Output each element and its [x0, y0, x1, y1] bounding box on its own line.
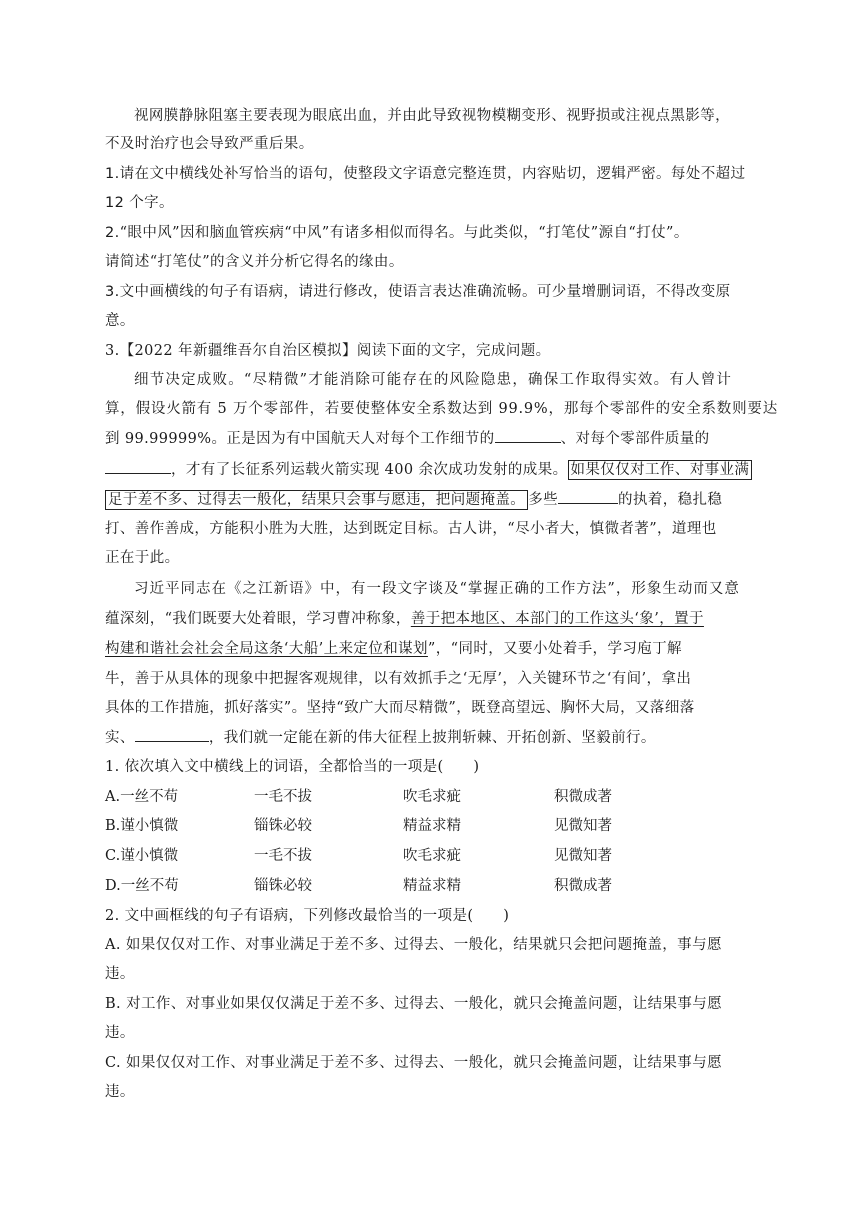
option-word: 积微成著: [554, 878, 612, 894]
option-word: 积微成著: [554, 789, 612, 805]
question-1-cont: 12 个字。: [105, 195, 174, 211]
paragraph2-line: 构建和谐社会社会全局这条‘大船’上来定位和谋划”，“同时，又要小处着手，学习庖丁解: [105, 641, 682, 657]
question-1: 1.请在文中横线处补写恰当的语句，使整段文字语意完整连贯，内容贴切，逻辑严密。每处不超过: [105, 166, 746, 182]
paragraph2-line: 习近平同志在《之江新语》中，有一段文字谈及“掌握正确的工作方法”，形象生动而又意: [134, 581, 740, 597]
paragraph1-line: 算，假设火箭有 5 万个零部件，若要使整体安全系数达到 99.9%，那每个零部件的安全系数则要达: [105, 401, 779, 417]
option-text: A. 如果仅仅对工作、对事业满足于差不多、过得去、一般化，结果就只会把问题掩盖，事与愿: [105, 937, 722, 953]
option-word: 吹毛求疵: [403, 789, 461, 805]
paragraph1-line: ，才有了长征系列运载火箭实现 400 余次成功发射的成果。 如果仅仅对工作、对事业满: [105, 459, 752, 480]
fill-blank-1[interactable]: [495, 428, 561, 443]
option-text: C. 如果仅仅对工作、对事业满足于差不多、过得去、一般化，就只会掩盖问题，让结果事与愿: [105, 1055, 722, 1071]
mc-question-2-stem: 2. 文中画框线的句子有语病，下列修改最恰当的一项是( ): [105, 908, 510, 924]
option-text: 违。: [105, 1025, 135, 1041]
boxed-sentence-part1: 如果仅仅对工作、对事业满: [568, 460, 753, 480]
option-word: 精益求精: [403, 818, 461, 834]
option-label: D.一丝不苟: [105, 878, 179, 894]
underlined-sentence-part2: 构建和谐社会社会全局这条‘大船’上来定位和谋划: [105, 641, 428, 657]
question-3-cont: 意。: [105, 313, 135, 329]
paragraph1-line: 正在于此。: [105, 550, 180, 566]
option-text: 违。: [105, 966, 135, 982]
paragraph2-line: 蕴深刻，“我们既要大处着眼，学习曹冲称象，善于把本地区、本部门的工作这头‘象’，置于: [105, 611, 704, 627]
option-label: B.谨小慎微: [105, 818, 179, 834]
section-header: 3.【2022 年新疆维吾尔自治区模拟】阅读下面的文字，完成问题。: [105, 343, 551, 359]
option-word: 一毛不拔: [254, 789, 312, 805]
paragraph1-line: 打、善作善成，方能积小胜为大胜，达到既定目标。古人讲，“尽小者大，慎微者著”，道理也: [105, 521, 717, 537]
paragraph2-line: 具体的工作措施，抓好落实”。坚持“致广大而尽精微”，既登高望远、胸怀大局，又落细落: [105, 700, 695, 716]
option-word: 锱铢必较: [254, 818, 312, 834]
option-word: 见微知著: [554, 818, 612, 834]
fill-blank-3[interactable]: [558, 489, 618, 504]
paragraph1-line: 足于差不多、过得去一般化，结果只会事与愿违，把问题掩盖。 多些 的执着，稳扎稳: [105, 489, 722, 510]
mc-question-1-stem: 1. 依次填入文中横线上的词语，全都恰当的一项是( ): [105, 759, 480, 775]
underlined-sentence-part1: 善于把本地区、本部门的工作这头‘象’，置于: [410, 611, 704, 627]
option-label: A.一丝不苟: [105, 789, 179, 805]
option-word: 精益求精: [403, 878, 461, 894]
paragraph1-line: 到 99.99999%。正是因为有中国航天人对每个工作细节的 、对每个零部件质量的: [105, 428, 710, 449]
option-word: 见微知著: [554, 848, 612, 864]
fill-blank-2[interactable]: [105, 459, 171, 474]
fill-blank-4[interactable]: [135, 727, 209, 742]
question-2: 2.“眼中风”因和脑血管疾病“中风”有诸多相似而得名。与此类似，“打笔仗”源自“打仗”。: [105, 225, 689, 241]
passage1-line: 不及时治疗也会导致严重后果。: [105, 136, 314, 152]
paragraph2-line: 实、 ，我们就一定能在新的伟大征程上披荆斩棘、开拓创新、坚毅前行。: [105, 727, 656, 748]
option-label: C.谨小慎微: [105, 848, 179, 864]
option-text: B. 对工作、对事业如果仅仅满足于差不多、过得去、一般化，就只会掩盖问题，让结果事与愿: [105, 996, 723, 1012]
option-text: 违。: [105, 1084, 135, 1100]
paragraph2-line: 牛，善于从具体的现象中把握客观规律，以有效抓手之‘无厚’，入关键环节之‘有间’，拿出: [105, 671, 692, 687]
boxed-sentence-part2: 足于差不多、过得去一般化，结果只会事与愿违，把问题掩盖。: [105, 490, 528, 510]
passage1-line: 视网膜静脉阻塞主要表现为眼底出血，并由此导致视物模糊变形、视野损或注视点黑影等，: [134, 108, 730, 124]
question-2-cont: 请简述“打笔仗”的含义并分析它得名的缘由。: [105, 254, 404, 270]
paragraph1-line: 细节决定成败。“尽精微”才能消除可能存在的风险隐患，确保工作取得实效。有人曾计: [134, 372, 733, 388]
option-word: 锱铢必较: [254, 878, 312, 894]
option-word: 吹毛求疵: [403, 848, 461, 864]
question-3: 3.文中画横线的句子有语病，请进行修改，使语言表达准确流畅。可少量增删词语，不得改变原: [105, 284, 731, 300]
option-word: 一毛不拔: [254, 848, 312, 864]
